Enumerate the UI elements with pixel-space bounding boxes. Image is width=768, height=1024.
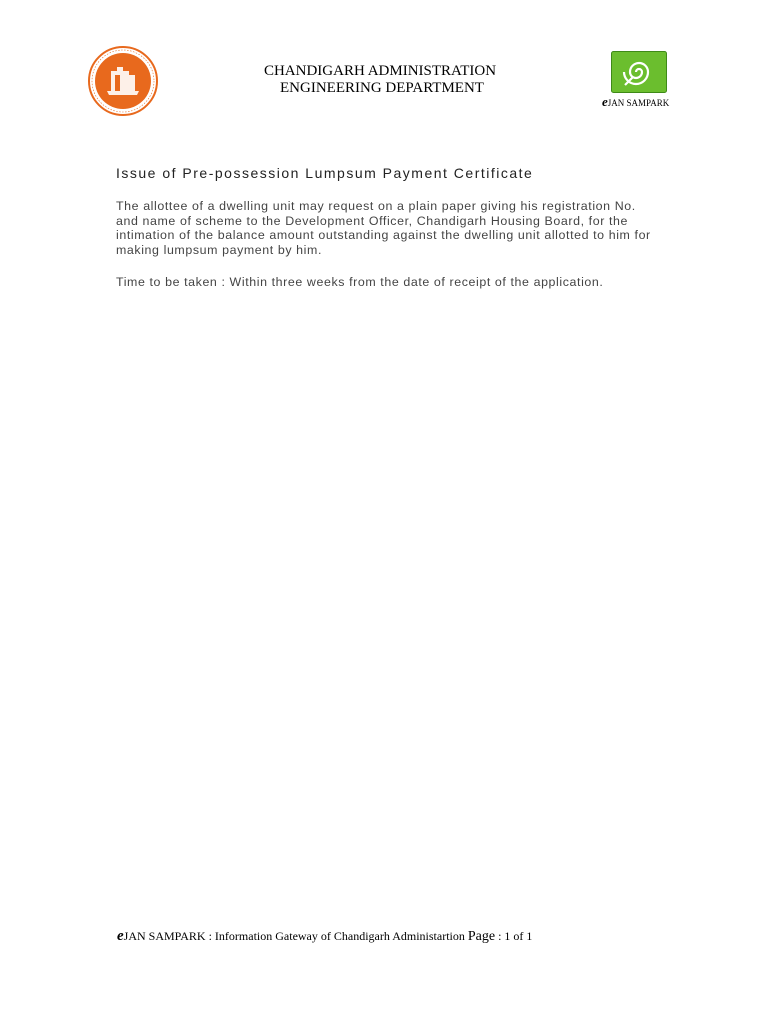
header-line-1: CHANDIGARH ADMINISTRATION <box>263 63 497 79</box>
header-line-2: ENGINEERING DEPARTMENT <box>280 80 484 96</box>
footer-page-word: Page <box>467 929 496 944</box>
page-title: Issue of Pre-possession Lumpsum Payment Certificate <box>116 165 534 181</box>
jan-sampark-logo-icon <box>611 51 667 93</box>
document-header <box>200 63 560 97</box>
page-footer <box>117 928 532 945</box>
chandigarh-seal-icon <box>87 45 159 117</box>
paragraph-procedure: The allottee of a dwelling unit may request on a plain paper giving his registration No. and name of scheme to the Development Officer, Chandigarh Housing Board, for the intimation of the balance amount outstanding against the dwelling unit allotted to him for making lumpsum payment by him. <box>116 199 651 257</box>
e-glyph: e <box>602 94 608 109</box>
footer-e-glyph: e <box>117 928 124 944</box>
jan-sampark-caption <box>602 94 669 110</box>
paragraph-time: Time to be taken : Within three weeks from the date of receipt of the application. <box>116 275 604 289</box>
footer-text: JAN SAMPARK : Information Gateway of Chandigarh Administartion <box>123 929 465 943</box>
jan-sampark-label: JAN SAMPARK <box>607 98 670 108</box>
footer-page-info: : 1 of 1 <box>498 929 533 943</box>
